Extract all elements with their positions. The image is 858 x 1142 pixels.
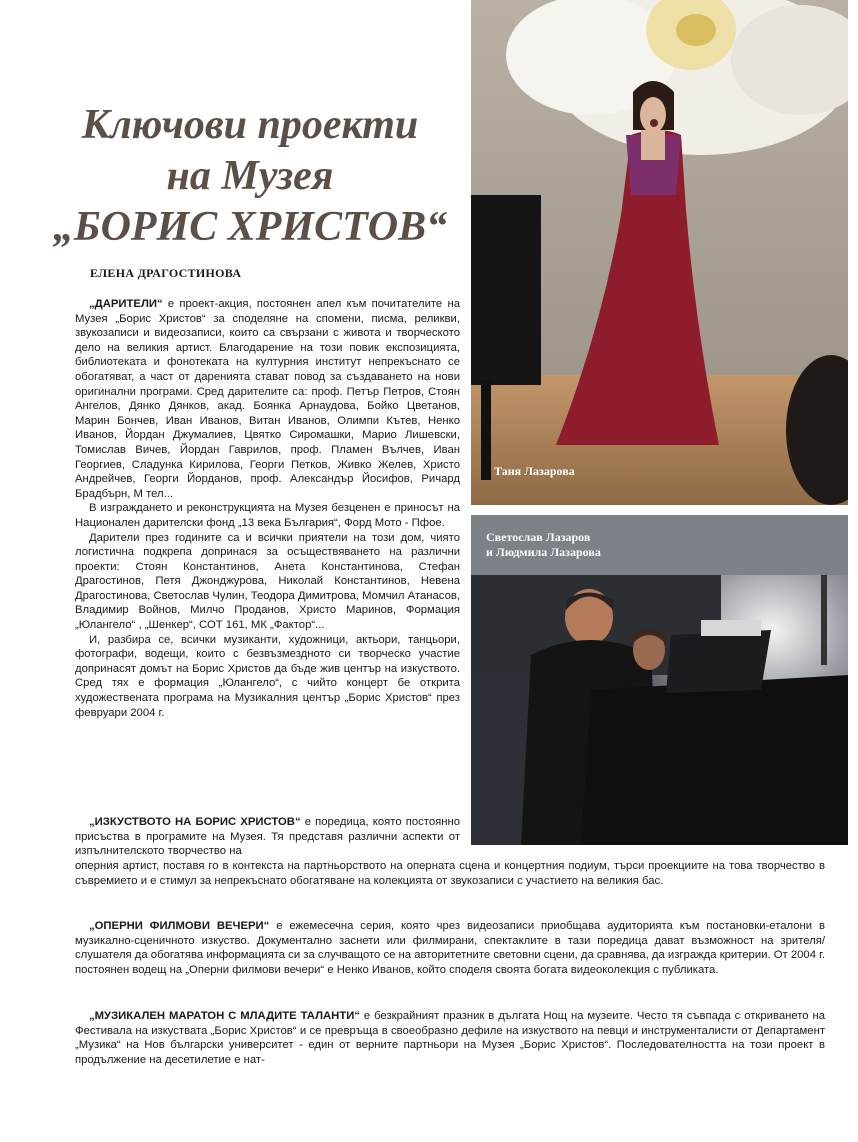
- art-heading: „ИЗКУСТВОТО НА БОРИС ХРИСТОВ“: [89, 816, 301, 828]
- art-text-full: оперния артист, поставя го в контекста на партньорството на оперната сцена и концертния подиум, търси проекциите на това творчество в съвремието и е стимул за непрекъснато обогатяване на колекцията от звукозаписи с участието на великия бас.: [75, 860, 825, 887]
- art-text-col: е поредица, която постоянно присъства в програмите на Музея. Тя представя различни аспекти от изпълнителското творчество на: [75, 816, 460, 858]
- section-art: [75, 815, 460, 859]
- section-films: [75, 919, 825, 977]
- marathon-paragraph: [75, 1009, 825, 1067]
- donors-paragraph-3: Дарители през годините са и всички приятели на този дом, чиято логистична подкрепа допринася за осъществяването на различни проекти: Стоян Константинов, Анета Константинова, Стефан Драгостинов, Петя Джонджурова, Николай Константинов, Невена Драгостинова, Светослав Чулин, Теодора Димитрова, Момчил Атанасов, Владимир Войнов, Милчо Проданов, Христо Маринов, Формация „Юлангело“ , „Шенкер“, СОТ 161, МК „Фактор“...: [75, 531, 460, 632]
- donors-paragraph-2: В изграждането и реконструкцията на Музея безценен е приносът на Национален дарителски фонд „13 века България“, Форд Мото - Пфое.: [75, 502, 460, 529]
- article-title: [40, 100, 460, 253]
- photo-pianist: [471, 515, 848, 845]
- marathon-heading: „МУЗИКАЛЕН МАРАТОН С МЛАДИТЕ ТАЛАНТИ“: [89, 1010, 361, 1022]
- photo-pianist-caption-line-2: и Людмила Лазарова: [486, 545, 601, 559]
- donors-paragraph-4: И, разбира се, всички музиканти, художници, актьори, танцьори, фотографи, водещи, които с безвъзмездното си творческо участие допринасят домът на Борис Христов да бъде жив център на изкуството. Сред тях е формация „Юлангело“, с чийто концерт бе открита художествената програма на Музикалния център „Борис Христов“ през февруари 2004 г.: [75, 633, 460, 719]
- donors-paragraph-1: [75, 297, 460, 501]
- art-paragraph: [75, 815, 460, 859]
- photo-pianist-caption: [486, 530, 601, 560]
- photo-pianist-caption-line-1: Светослав Лазаров: [486, 530, 591, 544]
- films-paragraph: [75, 919, 825, 977]
- photo-singer: [471, 0, 848, 505]
- title-line-1: Ключови проекти: [81, 102, 419, 148]
- section-donors: [75, 297, 460, 720]
- marathon-text: е безкрайният празник в дългата Нощ на музеите. Често тя съвпада с откриването на Фестивала на изкуствата „Борис Христов“ и се превръща в своеобразно дефиле на изкуството на певци и инструменталисти от Департамент „Музика“ на Нов български университет - един от верните партньори на Музея „Борис Христов“. Последователността на този проект в продължение на десетилетие е нат-: [75, 1010, 825, 1066]
- author-name: ЕЛЕНА ДРАГОСТИНОВА: [90, 266, 242, 280]
- title-line-3: „БОРИС ХРИСТОВ“: [52, 204, 448, 250]
- photo-singer-caption: Таня Лазарова: [494, 464, 575, 478]
- section-art-continued: [75, 859, 825, 888]
- photo-pianist-image: [471, 515, 848, 845]
- section-marathon: [75, 1009, 825, 1067]
- donors-text-1: е проект-акция, постоянен апел към почитателите на Музея „Борис Христов“ за споделяне на спомени, писма, реликви, звукозаписи и видеозаписи, които са свързани с живота и творческото дело на великия артист. Благодарение на този повик експозицията, библиотеката и фонотеката на културния институт непрекъснато се обогатяват, а част от даренията стават повод за създаването на нови оригинални програми. Сред дарителите са: проф. Петър Петров, Стоян Ангелов, Дянко Дянков, акад. Боянка Арнаудова, Бойко Цветанов, Марин Бончев, Иван Иванов, Витан Иванов, Олимпи Кътев, Ненко Иванов, Йордан Джумалиев, Цвятко Сиромашки, Марио Лишевски, Томислав Вичев, Йордан Гаврилов, проф. Пламен Вълчев, Иван Георгиев, Сладунка Кирилова, Георги Петков, Живко Желев, Христо Андрейчев, Георги Йорданов, проф. Александър Йосифов, Ричард Брадбърн, М тел...: [75, 298, 460, 500]
- films-text: е ежемесечна серия, която чрез видеозаписи приобщава аудиторията към постановки-еталони в музикално-сценичното изкуство. Документално заснети или филмирани, спектаклите в тази поредица дават възможност на зрителя/слушателя да обогатява информацията си за случващото се на авторитетните световни сцени, да сравнява, да изгражда критерии. От 2004 г. постоянен водещ на „Оперни филмови вечери“ е Ненко Иванов, който споделя своята богата видеоколекция с публиката.: [75, 920, 825, 976]
- title-line-2: на Музея: [166, 153, 334, 199]
- films-heading: „ОПЕРНИ ФИЛМОВИ ВЕЧЕРИ“: [89, 920, 270, 932]
- photo-singer-image: [471, 0, 848, 505]
- donors-heading: „ДАРИТЕЛИ“: [89, 298, 163, 310]
